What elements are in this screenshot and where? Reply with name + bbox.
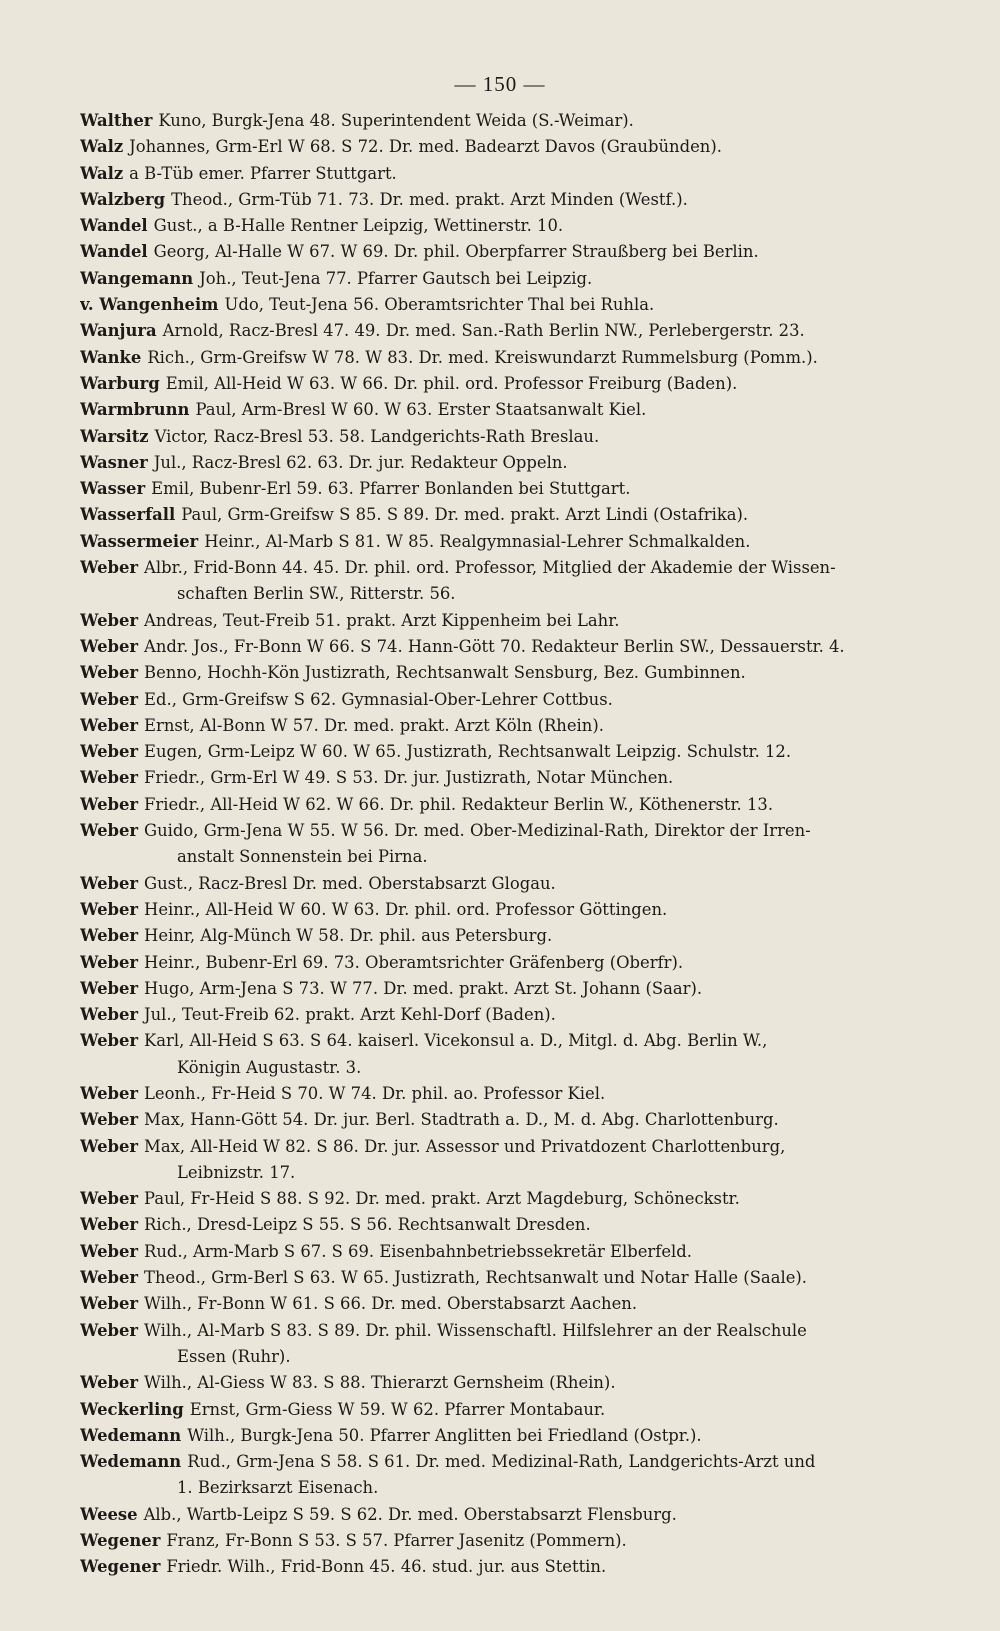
- entry-line: [80, 555, 940, 581]
- register-entry: [80, 1002, 940, 1028]
- entry-text: Eugen, Grm-Leipz W 60. W 65. Justizrath, Rechtsanwalt Leipzig. Schulstr. 12.: [144, 742, 792, 762]
- entry-text: Leibnizstr. 17.: [177, 1162, 296, 1182]
- entry-text: Georg, Al-Halle W 67. W 69. Dr. phil. Oberpfarrer Straußberg bei Berlin.: [153, 242, 759, 262]
- register-entry: [80, 950, 940, 976]
- entry-text: Albr., Frid-Bonn 44. 45. Dr. phil. ord. Professor, Mitglied der Akademie der Wissen-: [144, 558, 836, 578]
- entry-surname: Warmbrunn: [80, 400, 190, 420]
- entry-text: Leonh., Fr-Heid S 70. W 74. Dr. phil. ao. Professor Kiel.: [144, 1083, 606, 1103]
- entry-surname: Weber: [80, 1136, 139, 1156]
- entry-surname: Wanke: [80, 347, 142, 367]
- entry-text: Rud., Grm-Jena S 58. S 61. Dr. med. Medizinal-Rath, Landgerichts-Arzt und: [187, 1452, 816, 1472]
- entry-text: Karl, All-Heid S 63. S 64. kaiserl. Vicekonsul a. D., Mitgl. d. Abg. Berlin W.,: [144, 1031, 768, 1051]
- entry-surname: Wedemann: [80, 1425, 182, 1445]
- register-entry: [80, 1502, 940, 1528]
- entry-surname: Weber: [80, 1215, 139, 1235]
- entry-text: Gust., Racz-Bresl Dr. med. Oberstabsarzt Glogau.: [144, 873, 556, 893]
- register-entry: [80, 1528, 940, 1554]
- register-entry: [80, 1081, 940, 1107]
- entry-surname: Wasner: [80, 452, 148, 472]
- entry-line: [80, 1134, 940, 1160]
- register-entry: [80, 424, 940, 450]
- entry-line: [80, 687, 940, 713]
- register-entry: [80, 292, 940, 318]
- entry-line: [80, 871, 940, 897]
- entry-line: [80, 424, 940, 450]
- entry-text: Franz, Fr-Bonn S 53. S 57. Pfarrer Jasenitz (Pommern).: [166, 1531, 627, 1551]
- entry-surname: Weber: [80, 715, 139, 735]
- entry-line: [80, 450, 940, 476]
- entry-line: [80, 213, 940, 239]
- entry-text: schaften Berlin SW., Ritterstr. 56.: [177, 584, 456, 604]
- register-entry: [80, 345, 940, 371]
- register-entry: [80, 660, 940, 686]
- register-entry: [80, 871, 940, 897]
- entry-line: [80, 713, 940, 739]
- entry-surname: Wegener: [80, 1557, 161, 1577]
- register-entry: [80, 608, 940, 634]
- entry-surname: Walz: [80, 163, 124, 183]
- entry-text: Alb., Wartb-Leipz S 59. S 62. Dr. med. Oberstabsarzt Flensburg.: [143, 1504, 677, 1524]
- entry-surname: Walzberg: [80, 189, 166, 209]
- entry-line: [80, 818, 940, 844]
- entry-surname: Warburg: [80, 373, 160, 393]
- entry-line: [80, 739, 940, 765]
- register-entry: [80, 1397, 940, 1423]
- register-entry: [80, 923, 940, 949]
- register-entry: [80, 1554, 940, 1580]
- register-entry: [80, 134, 940, 160]
- entry-line: [80, 1265, 940, 1291]
- register-entry: [80, 318, 940, 344]
- register-entry: [80, 1318, 940, 1371]
- entry-text: Benno, Hochh-Kön Justizrath, Rechtsanwalt Sensburg, Bez. Gumbinnen.: [144, 663, 746, 683]
- entry-line: [80, 529, 940, 555]
- entry-line: [80, 1107, 940, 1133]
- entry-line: [80, 1318, 940, 1344]
- register-entry: [80, 1028, 940, 1081]
- entry-text: Jul., Racz-Bresl 62. 63. Dr. jur. Redakteur Oppeln.: [153, 452, 568, 472]
- entry-text: anstalt Sonnenstein bei Pirna.: [177, 847, 428, 867]
- entry-surname: Weber: [80, 952, 139, 972]
- entry-line: [80, 1028, 940, 1054]
- register-entry: [80, 555, 940, 608]
- entry-line: [80, 1397, 940, 1423]
- entry-surname: Weber: [80, 978, 139, 998]
- entry-text: Victor, Racz-Bresl 53. 58. Landgerichts-Rath Breslau.: [154, 426, 600, 446]
- entry-text: Max, Hann-Gött 54. Dr. jur. Berl. Stadtrath a. D., M. d. Abg. Charlottenburg.: [144, 1110, 779, 1130]
- entry-line: [80, 1291, 940, 1317]
- entry-surname: Weber: [80, 1031, 139, 1051]
- entry-text: Heinr., All-Heid W 60. W 63. Dr. phil. ord. Professor Göttingen.: [144, 899, 668, 919]
- entry-surname: Wasser: [80, 479, 146, 499]
- entry-surname: Wanjura: [80, 321, 157, 341]
- entry-text: Heinr, Alg-Münch W 58. Dr. phil. aus Petersburg.: [144, 926, 553, 946]
- entry-surname: Wegener: [80, 1531, 161, 1551]
- entry-continuation-line: [80, 1475, 940, 1501]
- entry-text: Joh., Teut-Jena 77. Pfarrer Gautsch bei Leipzig.: [199, 268, 593, 288]
- entry-line: [80, 1423, 940, 1449]
- entry-text: Heinr., Bubenr-Erl 69. 73. Oberamtsrichter Gräfenberg (Oberfr).: [144, 952, 684, 972]
- register-entry: [80, 476, 940, 502]
- entry-surname: Weber: [80, 821, 139, 841]
- entry-surname: Walz: [80, 137, 124, 157]
- entry-text: Königin Augustastr. 3.: [177, 1057, 362, 1077]
- entry-surname: Weber: [80, 1373, 139, 1393]
- entry-surname: Weber: [80, 899, 139, 919]
- entry-text: Paul, Fr-Heid S 88. S 92. Dr. med. prakt. Arzt Magdeburg, Schöneckstr.: [144, 1189, 740, 1209]
- register-entry: [80, 1239, 940, 1265]
- entry-text: Guido, Grm-Jena W 55. W 56. Dr. med. Ober-Medizinal-Rath, Direktor der Irren-: [144, 821, 811, 841]
- entry-surname: Wandel: [80, 242, 148, 262]
- entry-line: [80, 371, 940, 397]
- entry-line: [80, 1002, 940, 1028]
- entry-surname: Weber: [80, 558, 139, 578]
- entry-surname: Weber: [80, 1294, 139, 1314]
- entry-surname: Weckerling: [80, 1399, 184, 1419]
- entry-line: [80, 923, 940, 949]
- entry-text: a B-Tüb emer. Pfarrer Stuttgart.: [129, 163, 397, 183]
- entry-surname: Wedemann: [80, 1452, 182, 1472]
- entry-surname: Weber: [80, 742, 139, 762]
- entry-text: Hugo, Arm-Jena S 73. W 77. Dr. med. prakt. Arzt St. Johann (Saar).: [144, 978, 703, 998]
- entry-text: Emil, Bubenr-Erl 59. 63. Pfarrer Bonlanden bei Stuttgart.: [151, 479, 631, 499]
- entry-surname: v. Wangenheim: [80, 295, 219, 315]
- entry-line: [80, 476, 940, 502]
- entry-text: Essen (Ruhr).: [177, 1346, 291, 1366]
- entry-surname: Wangemann: [80, 268, 194, 288]
- register-entries: [80, 108, 940, 1581]
- entry-line: [80, 1449, 940, 1475]
- entry-line: [80, 1370, 940, 1396]
- entry-line: [80, 1239, 940, 1265]
- register-entry: [80, 1265, 940, 1291]
- entry-surname: Wandel: [80, 216, 148, 236]
- entry-text: Wilh., Al-Marb S 83. S 89. Dr. phil. Wissenschaftl. Hilfslehrer an der Realschule: [144, 1320, 807, 1340]
- register-entry: [80, 634, 940, 660]
- register-entry: [80, 818, 940, 871]
- register-entry: [80, 397, 940, 423]
- entry-text: Arnold, Racz-Bresl 47. 49. Dr. med. San.-Rath Berlin NW., Perlebergerstr. 23.: [162, 321, 805, 341]
- entry-text: Ernst, Al-Bonn W 57. Dr. med. prakt. Arzt Köln (Rhein).: [144, 715, 604, 735]
- entry-surname: Weber: [80, 1005, 139, 1025]
- entry-text: 1. Bezirksarzt Eisenach.: [177, 1478, 379, 1498]
- entry-continuation-line: [80, 1055, 940, 1081]
- register-entry: [80, 1423, 940, 1449]
- register-entry: [80, 1370, 940, 1396]
- entry-line: [80, 660, 940, 686]
- entry-text: Gust., a B-Halle Rentner Leipzig, Wettinerstr. 10.: [153, 216, 564, 236]
- register-entry: [80, 529, 940, 555]
- entry-surname: Wasserfall: [80, 505, 176, 525]
- entry-line: [80, 1528, 940, 1554]
- entry-continuation-line: [80, 1344, 940, 1370]
- entry-line: [80, 792, 940, 818]
- entry-surname: Weber: [80, 768, 139, 788]
- entry-text: Friedr., Grm-Erl W 49. S 53. Dr. jur. Justizrath, Notar München.: [144, 768, 674, 788]
- entry-surname: Weber: [80, 689, 139, 709]
- entry-text: Paul, Grm-Greifsw S 85. S 89. Dr. med. prakt. Arzt Lindi (Ostafrika).: [181, 505, 749, 525]
- entry-text: Jul., Teut-Freib 62. prakt. Arzt Kehl-Dorf (Baden).: [144, 1005, 556, 1025]
- entry-line: [80, 976, 940, 1002]
- entry-surname: Weber: [80, 873, 139, 893]
- entry-text: Wilh., Al-Giess W 83. S 88. Thierarzt Gernsheim (Rhein).: [144, 1373, 616, 1393]
- entry-line: [80, 608, 940, 634]
- entry-line: [80, 1081, 940, 1107]
- entry-line: [80, 345, 940, 371]
- register-entry: [80, 450, 940, 476]
- entry-line: [80, 239, 940, 265]
- entry-surname: Weber: [80, 926, 139, 946]
- register-entry: [80, 713, 940, 739]
- entry-text: Rud., Arm-Marb S 67. S 69. Eisenbahnbetriebssekretär Elberfeld.: [144, 1241, 692, 1261]
- entry-line: [80, 634, 940, 660]
- register-entry: [80, 1449, 940, 1502]
- register-entry: [80, 739, 940, 765]
- entry-surname: Warsitz: [80, 426, 149, 446]
- entry-text: Theod., Grm-Tüb 71. 73. Dr. med. prakt. Arzt Minden (Westf.).: [171, 189, 688, 209]
- register-entry: [80, 187, 940, 213]
- register-entry: [80, 161, 940, 187]
- register-entry: [80, 1212, 940, 1238]
- entry-surname: Weber: [80, 1268, 139, 1288]
- entry-text: Max, All-Heid W 82. S 86. Dr. jur. Assessor und Privatdozent Charlottenburg,: [144, 1136, 786, 1156]
- entry-surname: Weber: [80, 1320, 139, 1340]
- entry-text: Paul, Arm-Bresl W 60. W 63. Erster Staatsanwalt Kiel.: [195, 400, 647, 420]
- entry-line: [80, 187, 940, 213]
- entry-text: Johannes, Grm-Erl W 68. S 72. Dr. med. Badearzt Davos (Graubünden).: [129, 137, 722, 157]
- register-entry: [80, 897, 940, 923]
- register-entry: [80, 371, 940, 397]
- entry-text: Kuno, Burgk-Jena 48. Superintendent Weida (S.-Weimar).: [158, 111, 634, 130]
- register-entry: [80, 687, 940, 713]
- entry-line: [80, 1186, 940, 1212]
- page-number: — 150 —: [454, 72, 546, 96]
- register-entry: [80, 792, 940, 818]
- entry-text: Wilh., Burgk-Jena 50. Pfarrer Anglitten bei Friedland (Ostpr.).: [187, 1425, 702, 1445]
- entry-text: Wilh., Fr-Bonn W 61. S 66. Dr. med. Oberstabsarzt Aachen.: [144, 1294, 638, 1314]
- entry-line: [80, 134, 940, 160]
- entry-line: [80, 318, 940, 344]
- entry-line: [80, 1212, 940, 1238]
- entry-text: Udo, Teut-Jena 56. Oberamtsrichter Thal bei Ruhla.: [224, 295, 655, 315]
- entry-line: [80, 765, 940, 791]
- register-entry: [80, 1107, 940, 1133]
- entry-text: Heinr., Al-Marb S 81. W 85. Realgymnasial-Lehrer Schmalkalden.: [204, 531, 751, 551]
- entry-line: [80, 1554, 940, 1580]
- register-entry: [80, 213, 940, 239]
- entry-text: Ed., Grm-Greifsw S 62. Gymnasial-Ober-Lehrer Cottbus.: [144, 689, 613, 709]
- entry-text: Andreas, Teut-Freib 51. prakt. Arzt Kippenheim bei Lahr.: [144, 610, 620, 630]
- entry-surname: Wassermeier: [80, 531, 199, 551]
- entry-text: Friedr., All-Heid W 62. W 66. Dr. phil. Redakteur Berlin W., Köthenerstr. 13.: [144, 794, 774, 814]
- entry-surname: Weber: [80, 1083, 139, 1103]
- entry-surname: Weber: [80, 610, 139, 630]
- entry-text: Rich., Grm-Greifsw W 78. W 83. Dr. med. Kreiswundarzt Rummelsburg (Pomm.).: [147, 347, 818, 367]
- entry-line: [80, 502, 940, 528]
- entry-continuation-line: [80, 1160, 940, 1186]
- entry-line: [80, 397, 940, 423]
- entry-line: [80, 266, 940, 292]
- entry-line: [80, 897, 940, 923]
- register-entry: [80, 976, 940, 1002]
- entry-text: Rich., Dresd-Leipz S 55. S 56. Rechtsanwalt Dresden.: [144, 1215, 591, 1235]
- entry-text: Andr. Jos., Fr-Bonn W 66. S 74. Hann-Gött 70. Redakteur Berlin SW., Dessauerstr. 4.: [144, 636, 845, 656]
- entry-continuation-line: [80, 581, 940, 607]
- entry-line: [80, 161, 940, 187]
- register-entry: [80, 1134, 940, 1187]
- entry-surname: Weber: [80, 636, 139, 656]
- entry-surname: Weber: [80, 1241, 139, 1261]
- entry-surname: Weese: [80, 1504, 138, 1524]
- entry-text: Friedr. Wilh., Frid-Bonn 45. 46. stud. jur. aus Stettin.: [166, 1557, 607, 1577]
- register-entry: [80, 1186, 940, 1212]
- entry-line: [80, 1502, 940, 1528]
- entry-text: Ernst, Grm-Giess W 59. W 62. Pfarrer Montabaur.: [189, 1399, 606, 1419]
- entry-surname: Weber: [80, 1110, 139, 1130]
- register-entry: [80, 239, 940, 265]
- register-entry: [80, 765, 940, 791]
- entry-surname: Weber: [80, 663, 139, 683]
- register-entry: [80, 1291, 940, 1317]
- register-entry: [80, 266, 940, 292]
- entry-line: [80, 108, 940, 134]
- entry-text: Theod., Grm-Berl S 63. W 65. Justizrath, Rechtsanwalt und Notar Halle (Saale).: [144, 1268, 808, 1288]
- entry-line: [80, 292, 940, 318]
- entry-continuation-line: [80, 844, 940, 870]
- register-entry: [80, 108, 940, 134]
- entry-surname: Walther: [80, 111, 153, 130]
- entry-surname: Weber: [80, 1189, 139, 1209]
- entry-text: Emil, All-Heid W 63. W 66. Dr. phil. ord. Professor Freiburg (Baden).: [165, 373, 738, 393]
- register-entry: [80, 502, 940, 528]
- entry-surname: Weber: [80, 794, 139, 814]
- entry-line: [80, 950, 940, 976]
